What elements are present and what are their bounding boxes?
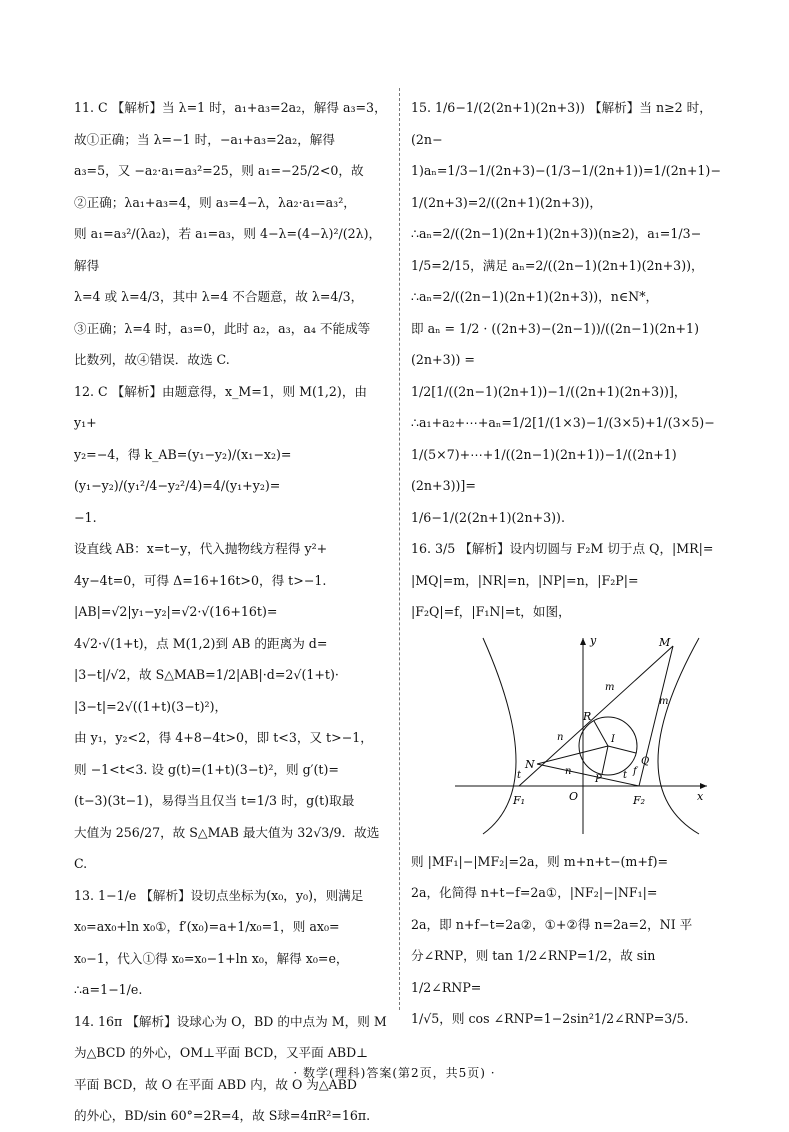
text-line: ∴aₙ=2/((2n−1)(2n+1)(2n+3))(n≥2)，a₁=1/3−: [411, 226, 702, 241]
hyperbola-left-branch: [483, 638, 516, 834]
text-line: 的外心，BD/sin 60°=2R=4，故 S球=4πR²=16π.: [74, 1108, 371, 1123]
text-line: 1/(5×7)+⋯+1/((2n−1)(2n+1))−1/((2n+1)(2n+3))]=: [411, 446, 677, 493]
text-line: |AB|=√2|y₁−y₂|=√2·√(16+16t)=: [74, 604, 278, 619]
text-line: 12. C 【解析】由题意得，x_M=1，则 M(1,2)，由 y₁+: [74, 383, 368, 430]
text-line: 1/6−1/(2(2n+1)(2n+3)).: [411, 509, 565, 525]
text-line: ③正确；λ=4 时，a₃=0，此时 a₂，a₃，a₄ 不能成等: [74, 320, 371, 336]
text-line: λ=4 或 λ=4/3，其中 λ=4 不合题意，故 λ=4/3，: [74, 289, 364, 304]
label-f: f: [633, 765, 637, 777]
text-line: 1)aₙ=1/3−1/(2n+3)−(1/3−1/(2n+1))=1/(2n+1)−: [411, 163, 721, 178]
answer-15: [411, 92, 719, 533]
hyperbola-figure: [445, 634, 711, 842]
radius-iq: [608, 746, 636, 753]
label-p: P: [595, 773, 602, 785]
text-line: 2a，即 n+f−t=2a②，①+②得 n=2a=2，NI 平: [411, 916, 693, 932]
y-axis-arrow: [580, 638, 586, 645]
label-f2: F₂: [633, 793, 646, 807]
text-line: 平面 BCD，故 O 在平面 ABD 内，故 O 为△ABD: [74, 1076, 358, 1092]
text-line: 14. 16π 【解析】设球心为 O，BD 的中点为 M，则 M: [74, 1013, 387, 1029]
text-line: 4y−4t=0，可得 Δ=16+16t>0，得 t>−1.: [74, 572, 327, 588]
radius-ip: [602, 746, 608, 774]
column-divider: [399, 88, 400, 1010]
hyperbola-diagram: [445, 634, 711, 842]
text-line: 分∠RNP，则 tan 1/2∠RNP=1/2，故 sin 1/2∠RNP=: [411, 948, 656, 995]
right-column: [411, 92, 719, 1035]
label-n-side-1: n: [557, 731, 564, 743]
text-line: 1/√5，则 cos ∠RNP=1−2sin²1/2∠RNP=3/5.: [411, 1011, 689, 1026]
text-line: x₀−1，代入①得 x₀=x₀−1+ln x₀，解得 x₀=e，: [74, 950, 349, 966]
label-r: R: [583, 709, 592, 723]
text-line: y₂=−4，得 k_AB=(y₁−y₂)/(x₁−x₂)=(y₁−y₂)/(y₁²/4−y₂²/4)=4/(y₁+y₂)=: [74, 446, 292, 493]
text-line: 故①正确；当 λ=−1 时，−a₁+a₃=2a₂，解得: [74, 131, 335, 147]
text-line: (t−3)(3t−1)，易得当且仅当 t=1/3 时，g(t)取最: [74, 793, 355, 808]
label-t: t: [517, 769, 522, 781]
label-n-side-2: n: [565, 765, 572, 777]
text-line: |3−t|=2√((1+t)(3−t)²)，: [74, 698, 228, 714]
text-line: −1.: [74, 509, 97, 525]
answer-11: [74, 92, 388, 376]
line-n-i: [537, 746, 608, 764]
text-line: 则 a₁=a₃²/(λa₂)，若 a₁=a₃，则 4−λ=(4−λ)²/(2λ)，解得: [74, 226, 382, 273]
text-line: |F₂Q|=f，|F₁N|=t，如图，: [411, 604, 571, 619]
text-line: ∴a₁+a₂+⋯+aₙ=1/2[1/(1×3)−1/(3×5)+1/(3×5)−: [411, 415, 715, 430]
text-line: ②正确；λa₁+a₃=4，则 a₃=4−λ，λa₂·a₁=a₃²，: [74, 194, 356, 210]
text-line: ∴aₙ=2/((2n−1)(2n+1)(2n+3))，n∈N*，: [411, 289, 659, 304]
text-line: 2a，化简得 n+t−f=2a①，|NF₂|−|NF₁|=: [411, 885, 658, 900]
text-line: a₃=5，又 −a₂·a₁=a₃²=25，则 a₁=−25/2<0，故: [74, 163, 364, 178]
text-line: 11. C 【解析】当 λ=1 时，a₁+a₃=2a₂，解得 a₃=3，: [74, 100, 387, 115]
page-footer: · 数学(理科)答案(第2页，共5页) ·: [293, 1066, 496, 1080]
label-i: I: [611, 733, 615, 745]
label-m-side-1: m: [605, 681, 615, 693]
text-line: 13. 1−1/e 【解析】设切点坐标为(x₀，y₀)，则满足: [74, 887, 364, 903]
left-column: [74, 92, 388, 1132]
label-m: M: [659, 635, 671, 649]
text-line: 比数列，故④错误．故选 C.: [74, 352, 230, 367]
label-n: N: [525, 757, 535, 771]
text-line: 15. 1/6−1/(2(2n+1)(2n+3)) 【解析】当 n≥2 时，(2n−: [411, 100, 712, 147]
label-f1: F₁: [513, 793, 526, 807]
text-line: 则 −1<t<3. 设 g(t)=(1+t)(3−t)²，则 g′(t)=: [74, 761, 339, 777]
text-line: |MQ|=m，|NR|=n，|NP|=n，|F₂P|=: [411, 572, 639, 588]
text-line: 16. 3/5 【解析】设内切圆与 F₂M 切于点 Q，|MR|=: [411, 541, 714, 556]
label-q: Q: [641, 755, 650, 767]
label-y: y: [590, 633, 597, 647]
text-line: 由 y₁，y₂<2，得 4+8−4t>0，即 t<3，又 t>−1，: [74, 730, 373, 745]
text-line: 则 |MF₁|−|MF₂|=2a，则 m+n+t−(m+f)=: [411, 853, 669, 869]
text-line: 即 aₙ = 1/2 · ((2n+3)−(2n−1))/((2n−1)(2n+1)(2n+3)) =: [411, 320, 699, 367]
answer-16: [411, 533, 719, 1035]
text-line: 大值为 256/27，故 S△MAB 最大值为 32√3/9．故选 C.: [74, 824, 380, 871]
text-line: ∴a=1−1/e.: [74, 982, 143, 997]
label-x: x: [697, 789, 704, 803]
text-line: 4√2·√(1+t)，点 M(1,2)到 AB 的距离为 d=: [74, 635, 328, 651]
text-line: 为△BCD 的外心，OM⊥平面 BCD，又平面 ABD⊥: [74, 1045, 369, 1060]
text-line: 1/2[1/((2n−1)(2n+1))−1/((2n+1)(2n+3))]，: [411, 383, 687, 399]
radius-ir: [594, 721, 608, 746]
text-line: x₀=ax₀+ln x₀①，f′(x₀)=a+1/x₀=1，则 ax₀=: [74, 919, 340, 934]
answer-12: [74, 376, 388, 880]
label-m-side-2: m: [659, 695, 669, 707]
text-line: |3−t|/√2，故 S△MAB=1/2|AB|·d=2√(1+t)·: [74, 667, 339, 682]
x-axis-arrow: [700, 783, 707, 789]
label-o: O: [569, 789, 579, 803]
answer-13: [74, 880, 388, 1006]
text-line: 设直线 AB：x=t−y，代入抛物线方程得 y²+: [74, 541, 328, 556]
text-line: 1/(2n+3)=2/((2n+1)(2n+3))，: [411, 194, 603, 210]
text-line: 1/5=2/15，满足 aₙ=2/((2n−1)(2n+1)(2n+3))，: [411, 257, 704, 273]
hyperbola-right-branch: [658, 635, 699, 834]
label-t-2: t: [623, 769, 628, 781]
